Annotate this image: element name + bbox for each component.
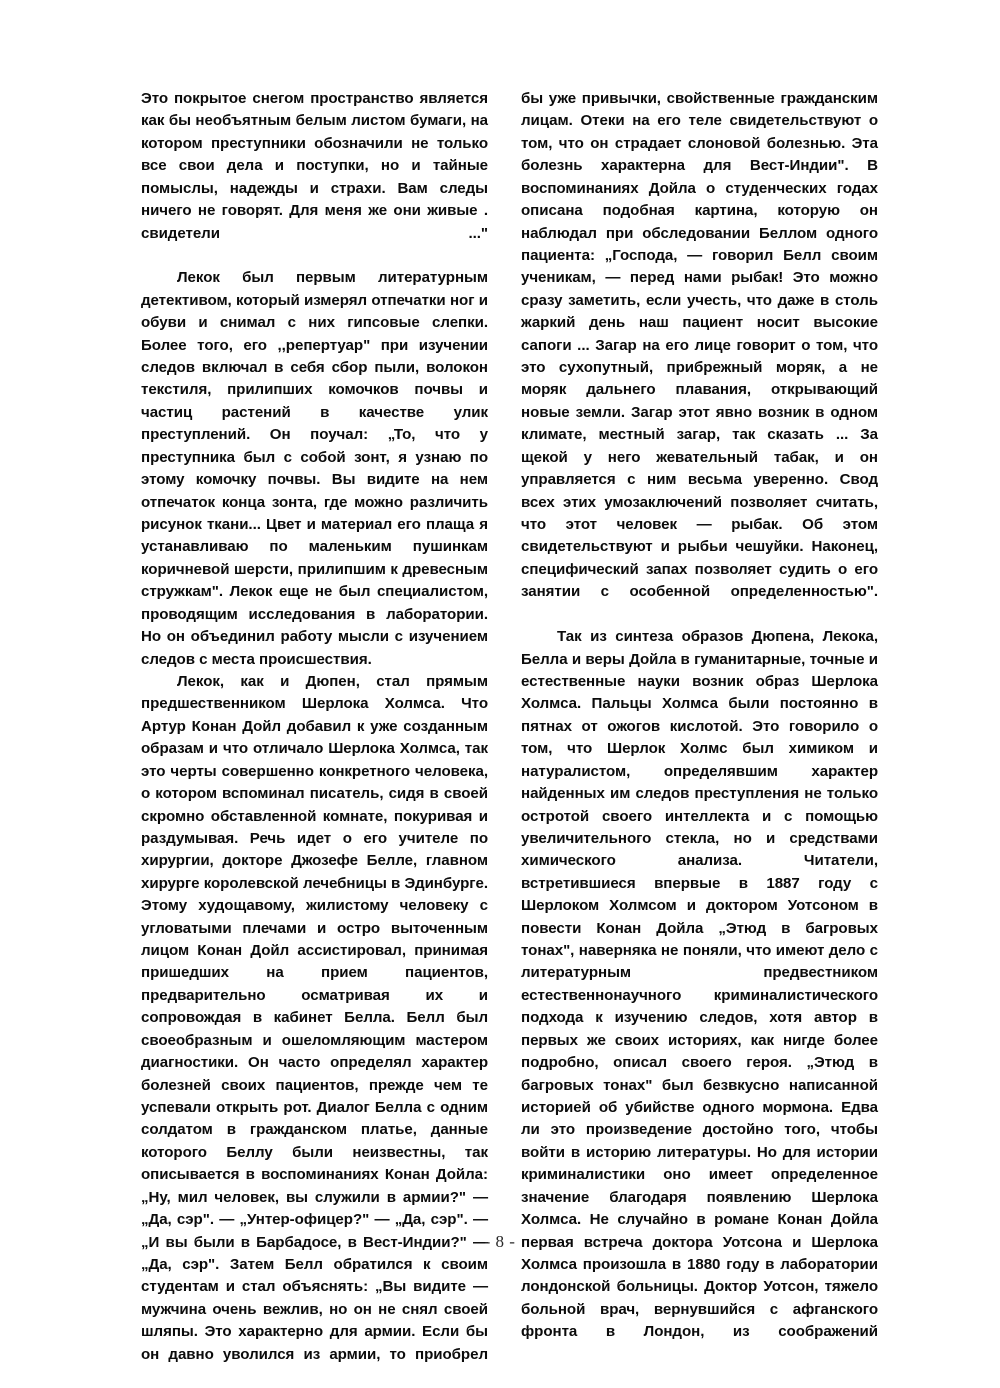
page-number: - 8 - — [484, 1232, 516, 1251]
paragraph: Лекок был первым литературным детективом, который измерял отпечатки ног и обуви и снимал с них гипсовые слепки. Более того, его ,,репертуар" при изучении следов включал в себя сбор пыли, волокон текстиля, прилипших комочков почвы и частиц растений в качестве улик преступлений. Он поучал: „То, что у преступника был с собой зонт, я узнаю по этому комочку почвы. Вы видите на нем отпечаток конца зонта, где можно различить рисунок ткани... Цвет и материал его плаща я устанавливаю по маленьким пушинкам коричневой шерсти, прилипшим к древесным стружкам". Лекок еще не был специалистом, проводящим исследования в лаборатории. Но он объединил работу мысли с изучением следов с места происшествия. — [141, 269, 488, 668]
two-column-text-body — [141, 88, 878, 1363]
text-column-left — [141, 88, 488, 1388]
text-column-right — [521, 88, 878, 1366]
paragraph: Так из синтеза образов Дюпена, Лекока, Белла и веры Дойла в гуманитарные, точные и естественные науки возник образ Шерлока Холмса. Пальцы Холмса были постоянно в пятнах от ожогов кислотой. Это говорило о том, что Шерлок Холмс был химиком и натуралистом, определявшим характер найденных им следов преступления не только остротой своего интеллекта и с помощью увеличительного стекла, но и средствами химического анализа. Читатели, встретившиеся впервые в 1887 году с Шерлоком Холмсом и доктором Уотсоном в повести Конан Дойла „Этюд в багровых тонах", наверняка не поняли, что имеют дело с литературным предвестником естественнонаучного криминалистического подхода к изучению следов, хотя автор в первых же своих историях, как нигде более подробно, описал своего героя. „Этюд в багровых тонах" был безвкусно написанной историей об убийстве одного мормона. Едва ли это произведение достойно того, чтобы войти в историю литературы. Но для истории криминалистики оно имеет определенное значение благодаря появлению Шерлока Холмса. Не случайно в романе Конан Дойла первая встреча доктора Уотсона и Шерлока Холмса произошла в 1880 году в лаборатории лондонской больницы. Доктор Уотсон, тяжело больной врач, вернувшийся с афганского фронта в Лондон, из соображений — [521, 628, 878, 1341]
paragraph: Лекок, как и Дюпен, стал прямым предшественником Шерлока Холмса. Что Артур Конан Дойл добавил к уже созданным образам и что отличало Шерлока Холмса, так это черты совершенно конкретного человека, о котором вспоминал писатель, сидя в своей скромно обставленной комнате, покуривая и раздумывая. Речь идет о его учителе по хирургии, докторе Джозефе Белле, главном хирурге королевской лечебницы в Эдинбурге. Этому худощавому, жилистому человеку с угловатыми плечами и остро выточенным лицом Конан Дойл ассистировал, принимая пришедших на прием пациентов, предварительно осматривая их и сопровождая в кабинет Белла. Белл был своеобразным и ошеломляющим мастером диагностики. Он часто определял характер болезней своих пациентов, прежде чем те успевали открыть рот. Диалог Белла с одним солдатом в гражданском платье, данные которого Беллу были неизвестны, так описывается в воспоминаниях Конан Дойла: „Ну, мил человек, вы служили в армии?" — „Да, сэр". — „Унтер-офицер?" — „Да, сэр". — „И вы были в Барбадосе, в Вест-Индии?" — „Да, сэр". Затем Белл обратился к своим студентам и стал объяснять: „Вы видите — мужчина очень вежлив, но он не снял своей шляпы. Это характерно для армии. Если бы он давно уволился из армии, то приобрел — [141, 672, 488, 1363]
paragraph: бы уже привычки, свойственные гражданским лицам. Отеки на его теле свидетельствуют о том, что он страдает слоновой болезнью. Эта болезнь характерна для Вест-Индии". В воспоминаниях Дойла о студенческих годах описана подобная картина, которую он наблюдал при обследовании Беллом одного пациента: „Господа, — говорил Белл своим ученикам, — перед нами рыбак! Это можно сразу заметить, если учесть, что даже в столь жаркий день наш пациент носит высокие сапоги ... Загар на его лице говорит о том, что это сухопутный, прибрежный моряк, а не моряк дальнего плавания, открывающий новые земли. Загар этот явно возник в одном климате, местный загар, так сказать ... За щекой у него жевательный табак, и он управляется с ним весьма уверенно. Свод всех этих умозаключений позволяет считать, что этот человек — рыбак. Об этом свидетельствуют и рыбьи чешуйки. Наконец, специфический запах позволяет судить о его занятии с особенной определенностью". — [521, 90, 878, 601]
paragraph: Это покрытое снегом пространство является как бы необъятным белым листом бумаги, на котором преступники обозначили не только все свои дела и поступки, но и тайные помыслы, надежды и страхи. Вам следы ничего не говорят. Для меня же они живые . свидетели ..." — [141, 90, 488, 242]
